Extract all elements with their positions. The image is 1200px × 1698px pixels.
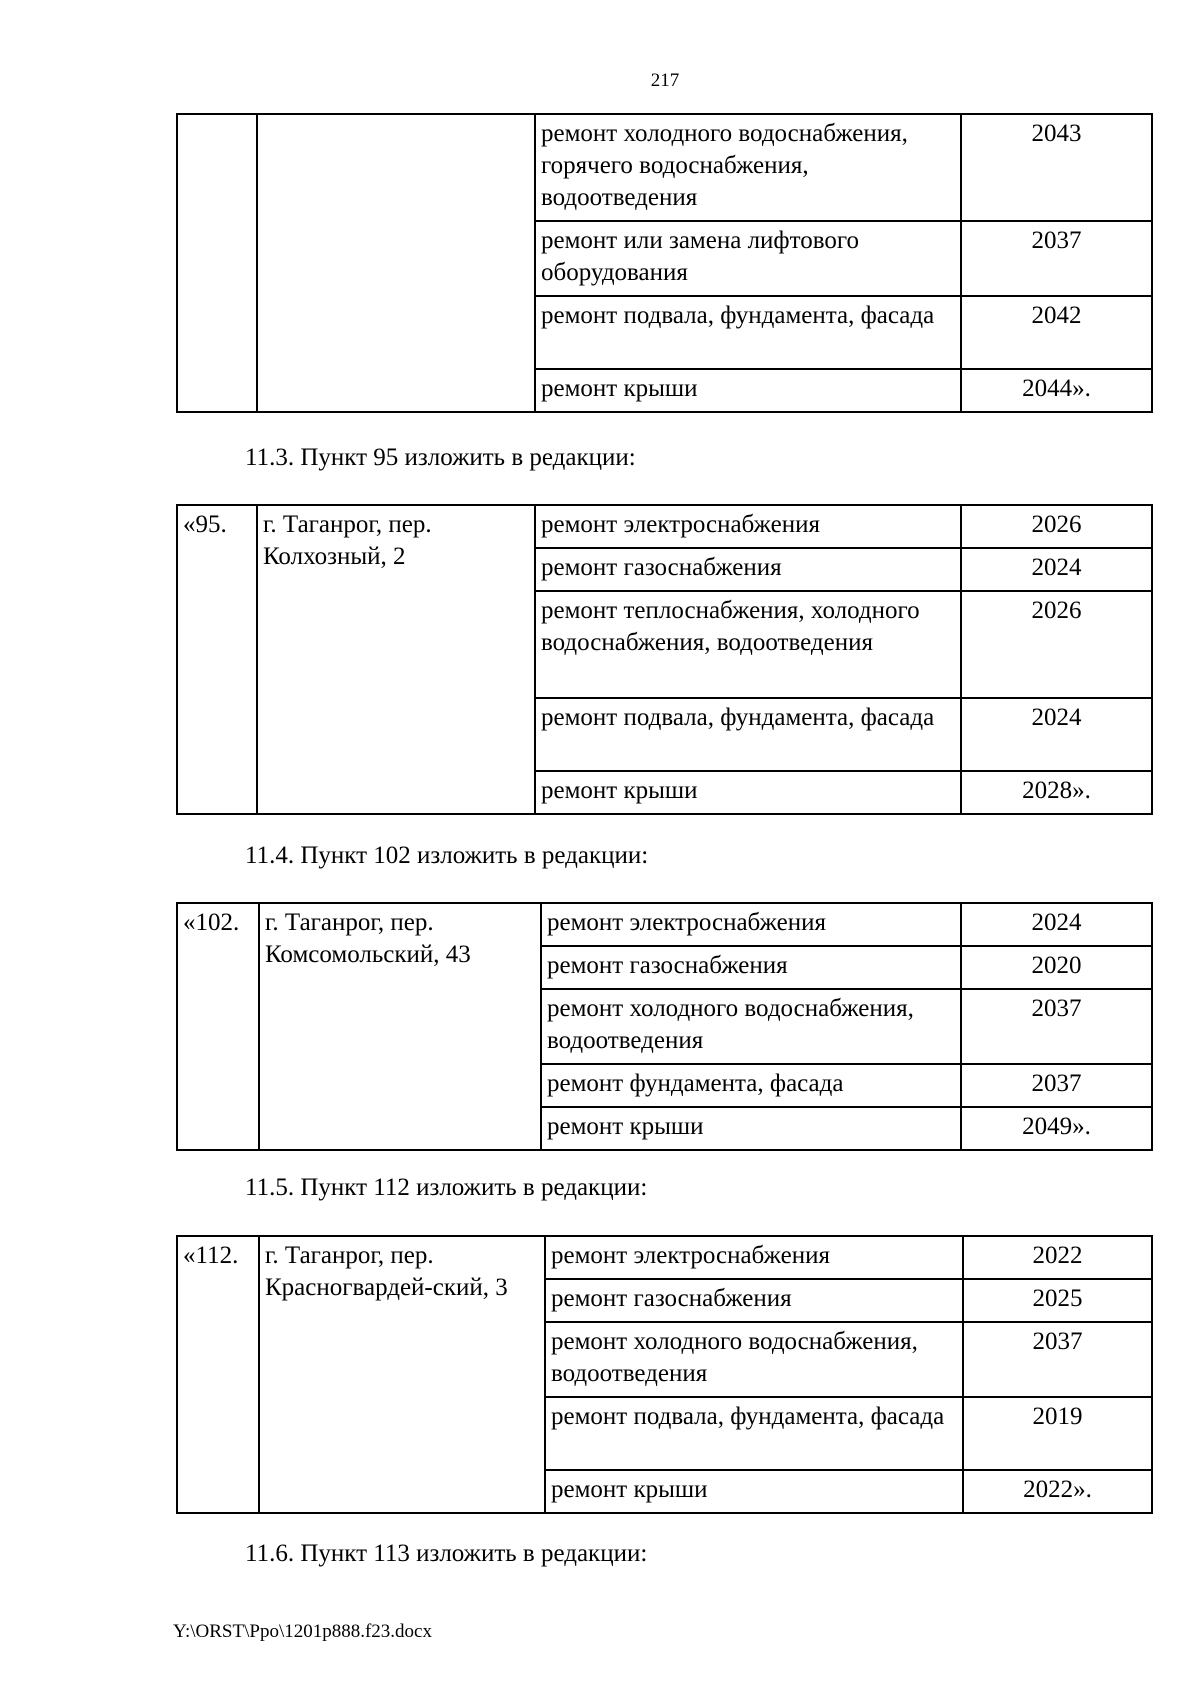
year-cell: 2037: [961, 221, 1152, 296]
work-cell: ремонт крыши: [545, 1470, 963, 1513]
year-cell: 2024: [961, 548, 1152, 591]
year-cell: 2042: [961, 296, 1152, 369]
work-cell: ремонт крыши: [535, 369, 961, 412]
table-row: [177, 505, 1152, 548]
item-102-table: [176, 902, 1153, 1151]
work-cell: ремонт электроснабжения: [541, 903, 961, 946]
year-cell: 2049».: [961, 1107, 1152, 1150]
work-cell: ремонт подвала, фундамента, фасада: [535, 698, 961, 771]
number-cell: «95.: [177, 505, 257, 814]
year-cell: 2024: [961, 903, 1152, 946]
work-cell: ремонт газоснабжения: [535, 548, 961, 591]
table-row: [177, 1236, 1152, 1279]
number-cell: «102.: [177, 903, 259, 1150]
number-cell: [177, 114, 257, 412]
year-cell: 2044».: [961, 369, 1152, 412]
work-cell: ремонт холодного водоснабжения, водоотведения: [545, 1322, 963, 1397]
file-path-footer: Y:\ORST\Ppo\1201p888.f23.docx: [173, 1621, 432, 1642]
number-cell: «112.: [177, 1236, 259, 1513]
year-cell: 2022».: [963, 1470, 1152, 1513]
work-cell: ремонт фундамента, фасада: [541, 1064, 961, 1107]
year-cell: 2043: [961, 114, 1152, 221]
paragraph-item-11-5: 11.5. Пункт 112 изложить в редакции:: [245, 1174, 648, 1201]
year-cell: 2024: [961, 698, 1152, 771]
work-cell: ремонт или замена лифтового оборудования: [535, 221, 961, 296]
year-cell: 2037: [961, 989, 1152, 1064]
address-cell: г. Таганрог, пер. Красногвардей-ский, 3: [259, 1236, 545, 1513]
paragraph-item-11-4: 11.4. Пункт 102 изложить в редакции:: [245, 842, 649, 869]
work-cell: ремонт теплоснабжения, холодного водоснабжения, водоотведения: [535, 591, 961, 698]
year-cell: 2019: [963, 1397, 1152, 1470]
work-cell: ремонт крыши: [541, 1107, 961, 1150]
year-cell: 2037: [961, 1064, 1152, 1107]
year-cell: 2020: [961, 946, 1152, 989]
work-cell: ремонт электроснабжения: [535, 505, 961, 548]
work-cell: ремонт подвала, фундамента, фасада: [535, 296, 961, 369]
year-cell: 2025: [963, 1279, 1152, 1322]
year-cell: 2022: [963, 1236, 1152, 1279]
item-95-table: [176, 504, 1153, 815]
year-cell: 2037: [963, 1322, 1152, 1397]
page-number: 217: [650, 70, 680, 91]
work-cell: ремонт холодного водоснабжения, горячего водоснабжения, водоотведения: [535, 114, 961, 221]
year-cell: 2028».: [961, 771, 1152, 814]
work-cell: ремонт холодного водоснабжения, водоотведения: [541, 989, 961, 1064]
paragraph-item-11-3: 11.3. Пункт 95 изложить в редакции:: [245, 444, 636, 471]
address-cell: г. Таганрог, пер. Колхозный, 2: [257, 505, 535, 814]
paragraph-item-11-6: 11.6. Пункт 113 изложить в редакции:: [245, 1540, 648, 1567]
year-cell: 2026: [961, 591, 1152, 698]
address-cell: [257, 114, 535, 412]
work-cell: ремонт крыши: [535, 771, 961, 814]
continuation-table: [176, 113, 1153, 413]
work-cell: ремонт электроснабжения: [545, 1236, 963, 1279]
year-cell: 2026: [961, 505, 1152, 548]
item-112-table: [176, 1235, 1153, 1514]
table-row: [177, 903, 1152, 946]
work-cell: ремонт газоснабжения: [541, 946, 961, 989]
work-cell: ремонт подвала, фундамента, фасада: [545, 1397, 963, 1470]
address-cell: г. Таганрог, пер. Комсомольский, 43: [259, 903, 541, 1150]
work-cell: ремонт газоснабжения: [545, 1279, 963, 1322]
table-row: [177, 114, 1152, 221]
